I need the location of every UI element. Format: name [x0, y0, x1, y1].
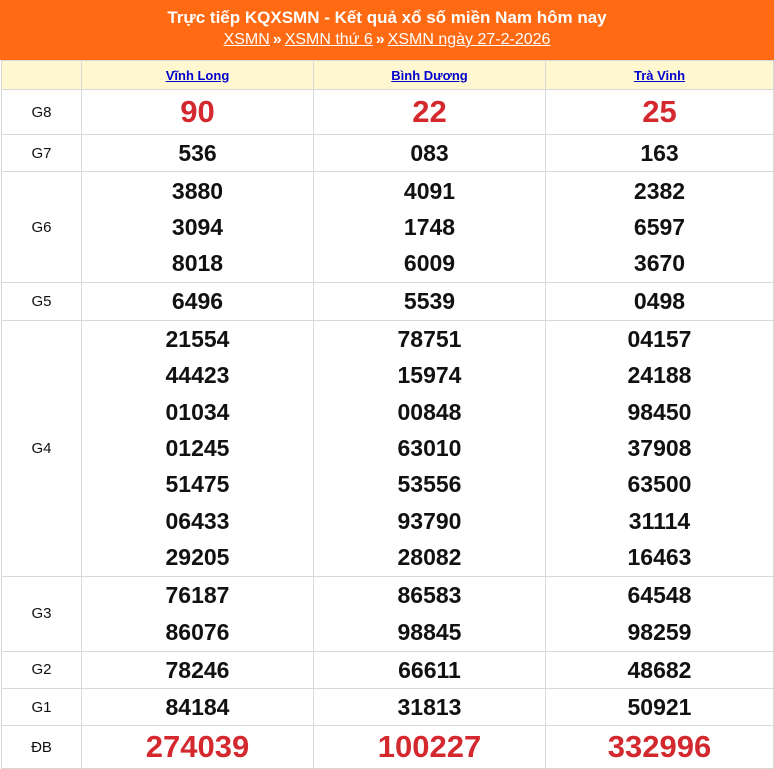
- prize-number: 5539: [403, 288, 456, 315]
- prize-cell: [82, 576, 314, 651]
- prize-number: 76187: [165, 582, 230, 609]
- prize-number: 50921: [627, 693, 692, 720]
- prize-number: 083: [410, 140, 449, 166]
- prize-number: 44423: [165, 362, 230, 389]
- prize-number: 0498: [633, 288, 686, 315]
- province-header-row: [2, 61, 774, 90]
- prize-row: [2, 90, 774, 135]
- prize-number: 51475: [165, 471, 230, 498]
- prize-cell: [82, 135, 314, 172]
- prize-cell: [314, 688, 546, 725]
- prize-label: G4: [2, 320, 82, 576]
- prize-number: 98845: [397, 618, 462, 645]
- prize-cell: [82, 688, 314, 725]
- prize-row: [2, 576, 774, 651]
- prize-cell: [546, 688, 774, 725]
- prize-number: 98259: [627, 618, 692, 645]
- prize-number: 37908: [627, 434, 692, 461]
- prize-number: 93790: [397, 507, 462, 534]
- prize-number: 31813: [397, 693, 462, 720]
- prize-number: 274039: [145, 729, 250, 765]
- prize-cell: [82, 90, 314, 135]
- prize-number: 00848: [397, 398, 462, 425]
- prize-number: 01245: [165, 434, 230, 461]
- prize-table-body: [2, 90, 774, 769]
- prize-number: 06433: [165, 507, 230, 534]
- prize-cell: [546, 576, 774, 651]
- prize-number: 332996: [607, 729, 712, 765]
- prize-label: G7: [2, 135, 82, 172]
- prize-number: 4091: [403, 177, 456, 204]
- prize-cell: [546, 320, 774, 576]
- province-header: [546, 61, 774, 90]
- prize-row: [2, 726, 774, 769]
- prize-cell: [546, 651, 774, 688]
- prize-number: 3094: [171, 214, 224, 241]
- prize-row: [2, 688, 774, 725]
- prize-cell: [314, 651, 546, 688]
- breadcrumb-separator: »: [375, 31, 385, 48]
- prize-number: 29205: [165, 543, 230, 570]
- prize-number: 63500: [627, 471, 692, 498]
- prize-row: [2, 283, 774, 320]
- prize-cell: [314, 90, 546, 135]
- prize-number: 100227: [377, 729, 482, 765]
- prize-number: 78246: [165, 656, 230, 683]
- prize-number: 3670: [633, 250, 686, 277]
- prize-number: 63010: [397, 434, 462, 461]
- province-header: [82, 61, 314, 90]
- prize-cell: [82, 320, 314, 576]
- prize-cell: [546, 135, 774, 172]
- prize-number: 53556: [397, 471, 462, 498]
- prize-cell: [82, 726, 314, 769]
- page-header: [0, 0, 774, 60]
- prize-cell: [314, 320, 546, 576]
- prize-label: G6: [2, 172, 82, 283]
- breadcrumb: [0, 30, 774, 50]
- prize-cell: [82, 172, 314, 283]
- header-blank-cell: [2, 61, 82, 90]
- page-title: Trực tiếp KQXSMN - Kết quả xổ số miền Nam hôm nay: [167, 8, 607, 27]
- prize-number: 15974: [397, 362, 462, 389]
- breadcrumb-separator: »: [272, 31, 282, 48]
- prize-number: 6496: [171, 288, 224, 315]
- prize-number: 25: [642, 94, 677, 129]
- prize-label: G8: [2, 90, 82, 135]
- prize-number: 86076: [165, 618, 230, 645]
- prize-number: 8018: [171, 250, 224, 277]
- prize-number: 84184: [165, 693, 230, 720]
- prize-cell: [314, 172, 546, 283]
- prize-label: G1: [2, 688, 82, 725]
- prize-label: ĐB: [2, 726, 82, 769]
- prize-number: 48682: [627, 656, 692, 683]
- prize-number: 28082: [397, 543, 462, 570]
- prize-number: 163: [640, 140, 679, 166]
- province-link-tra-vinh[interactable]: Trà Vinh: [633, 67, 686, 83]
- prize-cell: [82, 651, 314, 688]
- prize-number: 16463: [627, 543, 692, 570]
- prize-number: 21554: [165, 326, 230, 353]
- prize-number: 64548: [627, 582, 692, 609]
- prize-number: 6009: [403, 250, 456, 277]
- prize-cell: [546, 283, 774, 320]
- prize-row: [2, 172, 774, 283]
- prize-label: G2: [2, 651, 82, 688]
- breadcrumb-xsmn-date[interactable]: XSMN ngày 27-2-2026: [387, 31, 551, 48]
- prize-number: 6597: [633, 214, 686, 241]
- breadcrumb-xsmn[interactable]: XSMN: [223, 31, 270, 48]
- province-link-binh-duong[interactable]: Bình Dương: [391, 67, 468, 83]
- prize-number: 66611: [398, 656, 461, 683]
- results-table: [1, 60, 774, 769]
- breadcrumb-xsmn-thu-6[interactable]: XSMN thứ 6: [284, 31, 373, 48]
- prize-number: 31114: [628, 507, 691, 534]
- prize-number: 98450: [627, 398, 692, 425]
- prize-cell: [546, 726, 774, 769]
- prize-cell: [314, 135, 546, 172]
- prize-row: [2, 135, 774, 172]
- prize-cell: [546, 172, 774, 283]
- prize-number: 1748: [403, 214, 456, 241]
- prize-number: 2382: [633, 177, 686, 204]
- prize-number: 3880: [171, 177, 224, 204]
- prize-cell: [546, 90, 774, 135]
- prize-number: 86583: [397, 582, 462, 609]
- prize-number: 22: [412, 94, 447, 129]
- prize-cell: [314, 576, 546, 651]
- prize-label: G3: [2, 576, 82, 651]
- prize-cell: [314, 283, 546, 320]
- prize-number: 78751: [397, 326, 462, 353]
- prize-number: 04157: [627, 326, 692, 353]
- prize-cell: [82, 283, 314, 320]
- prize-cell: [314, 726, 546, 769]
- province-link-vinh-long[interactable]: Vĩnh Long: [165, 67, 230, 83]
- prize-number: 24188: [627, 362, 692, 389]
- prize-number: 01034: [165, 398, 230, 425]
- prize-number: 536: [178, 140, 217, 166]
- prize-number: 90: [180, 94, 215, 129]
- prize-row: [2, 320, 774, 576]
- prize-row: [2, 651, 774, 688]
- prize-label: G5: [2, 283, 82, 320]
- province-header: [314, 61, 546, 90]
